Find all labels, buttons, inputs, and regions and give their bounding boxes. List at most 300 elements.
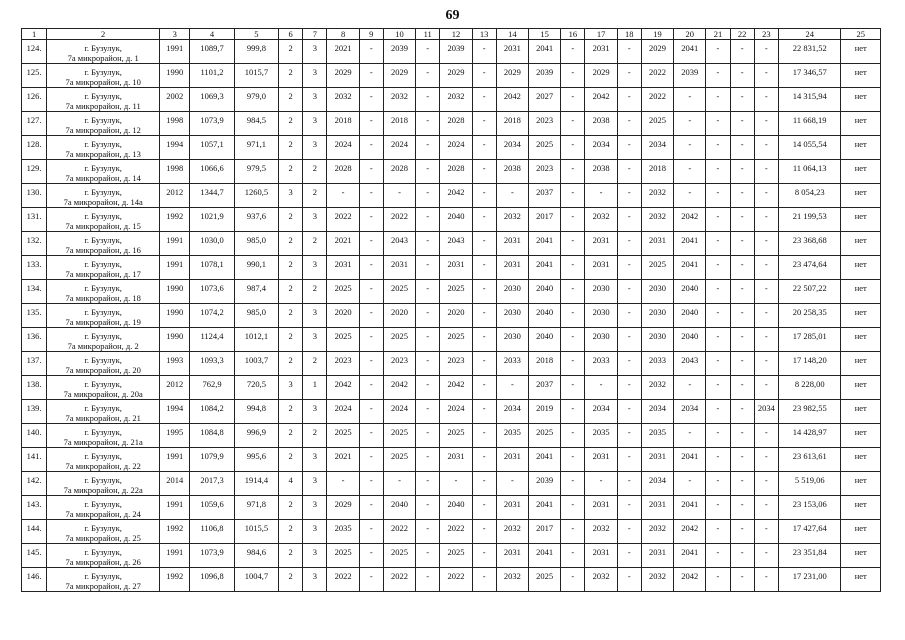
row-number: 136.	[22, 328, 47, 352]
data-cell: 2018	[641, 160, 673, 184]
data-cell: 2025	[529, 568, 561, 592]
data-cell: -	[472, 400, 496, 424]
data-cell: -	[706, 496, 730, 520]
data-cell: 2	[303, 280, 327, 304]
data-cell: 2030	[585, 328, 617, 352]
data-cell: -	[440, 472, 472, 496]
data-cell: -	[359, 160, 383, 184]
address-city: г. Бузулук,	[84, 523, 122, 533]
data-cell: -	[754, 496, 778, 520]
row-number: 139.	[22, 400, 47, 424]
data-cell: -	[706, 280, 730, 304]
data-cell: -	[730, 304, 754, 328]
data-cell: 1995	[160, 424, 190, 448]
data-cell: 1991	[160, 256, 190, 280]
data-cell: -	[754, 64, 778, 88]
data-cell: 1015,5	[234, 520, 278, 544]
data-cell: 2043	[383, 232, 415, 256]
data-cell: -	[416, 208, 440, 232]
data-cell: -	[416, 88, 440, 112]
data-cell: 1015,7	[234, 64, 278, 88]
data-cell: -	[472, 328, 496, 352]
column-header: 14	[496, 29, 528, 40]
data-cell: 2028	[327, 160, 359, 184]
data-cell: 2040	[674, 304, 706, 328]
data-cell: -	[617, 160, 641, 184]
data-cell: 2031	[585, 496, 617, 520]
data-cell: 2022	[641, 64, 673, 88]
data-cell: 2030	[641, 280, 673, 304]
data-cell: -	[754, 136, 778, 160]
data-cell: -	[416, 496, 440, 520]
data-cell: 2031	[327, 256, 359, 280]
data-cell: 2025	[440, 280, 472, 304]
data-cell: -	[730, 496, 754, 520]
data-cell: -	[617, 40, 641, 64]
data-cell: 2021	[327, 232, 359, 256]
data-cell: 2023	[529, 112, 561, 136]
data-cell: 971,8	[234, 496, 278, 520]
data-cell: -	[754, 544, 778, 568]
address-street: 7а микрорайон, д. 12	[65, 125, 141, 135]
data-cell: -	[472, 136, 496, 160]
data-cell: -	[359, 256, 383, 280]
data-cell: -	[706, 40, 730, 64]
data-cell: 2030	[585, 280, 617, 304]
row-number: 129.	[22, 160, 47, 184]
data-cell: 1073,9	[190, 544, 234, 568]
data-cell: -	[359, 112, 383, 136]
data-cell: -	[359, 304, 383, 328]
amount-cell: 17 285,01	[778, 328, 841, 352]
data-cell: -	[416, 64, 440, 88]
flag-cell: нет	[841, 208, 881, 232]
address-city: г. Бузулук,	[84, 259, 122, 269]
data-cell: 2032	[641, 520, 673, 544]
data-cell: 3	[303, 448, 327, 472]
data-cell: -	[561, 376, 585, 400]
data-cell: -	[416, 424, 440, 448]
data-cell: 2039	[383, 40, 415, 64]
data-cell: 2012	[160, 184, 190, 208]
data-cell: -	[617, 184, 641, 208]
data-cell: -	[730, 184, 754, 208]
row-number: 134.	[22, 280, 47, 304]
address-city: г. Бузулук,	[84, 67, 122, 77]
data-cell: 2034	[641, 472, 673, 496]
data-cell: -	[359, 136, 383, 160]
data-cell: -	[730, 376, 754, 400]
data-cell: 2041	[674, 496, 706, 520]
data-cell: 2025	[327, 328, 359, 352]
data-cell: 2022	[383, 520, 415, 544]
data-cell: 984,6	[234, 544, 278, 568]
table-row	[22, 352, 881, 376]
data-cell: 2041	[674, 256, 706, 280]
data-cell: 2032	[641, 184, 673, 208]
data-cell: 1003,7	[234, 352, 278, 376]
data-cell: -	[617, 520, 641, 544]
data-cell: 2031	[585, 544, 617, 568]
data-cell: -	[383, 184, 415, 208]
data-cell: 1990	[160, 64, 190, 88]
data-cell: 1069,3	[190, 88, 234, 112]
address-street: 7а микрорайон, д. 18	[65, 293, 141, 303]
data-cell: 2031	[641, 496, 673, 520]
data-cell: 2039	[440, 40, 472, 64]
table-row	[22, 40, 881, 64]
data-cell: -	[706, 472, 730, 496]
data-cell: -	[359, 328, 383, 352]
data-cell: 2040	[440, 208, 472, 232]
data-cell: -	[561, 208, 585, 232]
data-cell: -	[327, 472, 359, 496]
address-city: г. Бузулук,	[84, 211, 122, 221]
table-row	[22, 496, 881, 520]
data-cell: 2025	[383, 448, 415, 472]
data-cell: 2022	[383, 568, 415, 592]
data-cell: -	[416, 544, 440, 568]
data-cell: 2025	[440, 424, 472, 448]
data-cell: -	[561, 328, 585, 352]
data-cell: -	[730, 40, 754, 64]
amount-cell: 23 613,61	[778, 448, 841, 472]
data-cell: -	[359, 64, 383, 88]
address-city: г. Бузулук,	[84, 283, 122, 293]
data-cell: 2031	[641, 544, 673, 568]
address-cell	[47, 472, 160, 496]
data-cell: 2031	[585, 40, 617, 64]
data-cell: -	[472, 88, 496, 112]
data-cell: -	[359, 424, 383, 448]
data-cell: 3	[303, 40, 327, 64]
address-street: 7а микрорайон, д. 16	[65, 245, 141, 255]
address-cell	[47, 184, 160, 208]
data-cell: 2034	[496, 400, 528, 424]
data-cell: -	[359, 280, 383, 304]
data-cell: -	[730, 520, 754, 544]
data-cell: -	[730, 256, 754, 280]
data-cell: 2022	[327, 208, 359, 232]
data-cell: -	[359, 472, 383, 496]
data-cell: -	[754, 160, 778, 184]
data-cell: -	[754, 568, 778, 592]
table-row	[22, 136, 881, 160]
data-cell: -	[472, 568, 496, 592]
data-cell: -	[561, 496, 585, 520]
data-cell: 2	[279, 568, 303, 592]
data-cell: 2	[279, 352, 303, 376]
column-header: 12	[440, 29, 472, 40]
data-cell: 2	[303, 352, 327, 376]
address-city: г. Бузулук,	[84, 331, 122, 341]
data-cell: -	[359, 184, 383, 208]
column-header: 20	[674, 29, 706, 40]
data-cell: -	[617, 304, 641, 328]
amount-cell: 23 153,06	[778, 496, 841, 520]
data-cell: -	[383, 472, 415, 496]
data-cell: -	[754, 424, 778, 448]
data-cell: 2018	[529, 352, 561, 376]
data-cell: 3	[303, 304, 327, 328]
address-cell	[47, 64, 160, 88]
data-cell: 2021	[327, 40, 359, 64]
table-row	[22, 376, 881, 400]
data-cell: -	[472, 304, 496, 328]
data-cell: 2	[279, 328, 303, 352]
data-cell: 3	[303, 568, 327, 592]
data-cell: -	[617, 328, 641, 352]
data-cell: 2031	[585, 256, 617, 280]
data-cell: 2022	[327, 568, 359, 592]
data-cell: 2040	[383, 496, 415, 520]
address-street: 7а микрорайон, д. 27	[65, 581, 141, 591]
address-street: 7а микрорайон, д. 22	[65, 461, 141, 471]
data-cell: 3	[303, 88, 327, 112]
data-cell: 2031	[585, 448, 617, 472]
data-cell: 2024	[383, 400, 415, 424]
address-city: г. Бузулук,	[84, 43, 122, 53]
data-cell: 2030	[496, 280, 528, 304]
data-cell: -	[359, 496, 383, 520]
data-cell: 2002	[160, 88, 190, 112]
data-cell: -	[754, 304, 778, 328]
housing-register-table	[21, 28, 881, 592]
data-cell: 2028	[440, 112, 472, 136]
data-cell: -	[706, 160, 730, 184]
data-cell: 2034	[585, 136, 617, 160]
data-cell: -	[472, 448, 496, 472]
data-cell: 1073,9	[190, 112, 234, 136]
data-cell: 2031	[496, 232, 528, 256]
data-cell: 2023	[529, 160, 561, 184]
data-cell: 1004,7	[234, 568, 278, 592]
data-cell: 2017	[529, 520, 561, 544]
data-cell: -	[754, 472, 778, 496]
amount-cell: 20 258,35	[778, 304, 841, 328]
data-cell: 1021,9	[190, 208, 234, 232]
data-cell: 2	[279, 496, 303, 520]
flag-cell: нет	[841, 496, 881, 520]
data-cell: 2032	[641, 208, 673, 232]
data-cell: -	[472, 424, 496, 448]
address-street: 7а микрорайон, д. 11	[65, 101, 141, 111]
data-cell: -	[416, 184, 440, 208]
row-number: 141.	[22, 448, 47, 472]
data-cell: 1990	[160, 304, 190, 328]
column-header: 9	[359, 29, 383, 40]
flag-cell: нет	[841, 88, 881, 112]
address-city: г. Бузулук,	[84, 379, 122, 389]
data-cell: 1990	[160, 280, 190, 304]
amount-cell: 14 055,54	[778, 136, 841, 160]
data-cell: 2018	[496, 112, 528, 136]
data-cell: -	[754, 256, 778, 280]
data-cell: 2031	[496, 40, 528, 64]
address-street: 7а микрорайон, д. 19	[65, 317, 141, 327]
data-cell: 2042	[440, 376, 472, 400]
data-cell: 1991	[160, 496, 190, 520]
data-cell: 985,0	[234, 304, 278, 328]
data-cell: 2038	[585, 112, 617, 136]
data-cell: 1991	[160, 40, 190, 64]
data-cell: -	[416, 304, 440, 328]
data-cell: -	[730, 352, 754, 376]
data-cell: -	[706, 568, 730, 592]
data-cell: -	[472, 232, 496, 256]
column-header: 1	[22, 29, 47, 40]
address-cell	[47, 448, 160, 472]
data-cell: 1994	[160, 400, 190, 424]
data-cell: -	[496, 376, 528, 400]
data-cell: 4	[279, 472, 303, 496]
address-cell	[47, 280, 160, 304]
address-street: 7а микрорайон, д. 13	[65, 149, 141, 159]
data-cell: -	[561, 472, 585, 496]
data-cell: -	[359, 448, 383, 472]
address-street: 7а микрорайон, д. 22а	[63, 485, 143, 495]
data-cell: -	[617, 400, 641, 424]
data-cell: 1344,7	[190, 184, 234, 208]
data-cell: 937,6	[234, 208, 278, 232]
data-cell: -	[706, 520, 730, 544]
data-cell: 2032	[440, 88, 472, 112]
data-cell: 2031	[383, 256, 415, 280]
address-city: г. Бузулук,	[84, 235, 122, 245]
data-cell: -	[706, 304, 730, 328]
flag-cell: нет	[841, 424, 881, 448]
address-street: 7а микрорайон, д. 26	[65, 557, 141, 567]
data-cell: 2031	[496, 496, 528, 520]
table-row	[22, 424, 881, 448]
data-cell: 2032	[496, 208, 528, 232]
amount-cell: 22 507,22	[778, 280, 841, 304]
data-cell: 2041	[674, 40, 706, 64]
amount-cell: 11 668,19	[778, 112, 841, 136]
data-cell: -	[730, 112, 754, 136]
data-cell: -	[730, 472, 754, 496]
row-number: 125.	[22, 64, 47, 88]
table-row	[22, 280, 881, 304]
data-cell: -	[706, 208, 730, 232]
data-cell: 2	[279, 280, 303, 304]
flag-cell: нет	[841, 40, 881, 64]
data-cell: -	[472, 160, 496, 184]
data-cell: -	[617, 472, 641, 496]
data-cell: -	[472, 64, 496, 88]
data-cell: -	[617, 208, 641, 232]
data-cell: 3	[303, 208, 327, 232]
address-cell	[47, 88, 160, 112]
data-cell: 1991	[160, 448, 190, 472]
data-cell: 3	[279, 184, 303, 208]
address-street: 7а микрорайон, д. 17	[65, 269, 141, 279]
data-cell: 2034	[641, 136, 673, 160]
table-row	[22, 544, 881, 568]
row-number: 124.	[22, 40, 47, 64]
data-cell: 2023	[440, 352, 472, 376]
data-cell: 2041	[529, 256, 561, 280]
data-cell: 3	[303, 520, 327, 544]
data-cell: 2024	[327, 136, 359, 160]
flag-cell: нет	[841, 256, 881, 280]
address-cell	[47, 208, 160, 232]
address-city: г. Бузулук,	[84, 427, 122, 437]
data-cell: -	[730, 88, 754, 112]
flag-cell: нет	[841, 160, 881, 184]
data-cell: 1093,3	[190, 352, 234, 376]
data-cell: -	[561, 64, 585, 88]
data-cell: 2025	[641, 256, 673, 280]
data-cell: 2032	[585, 520, 617, 544]
flag-cell: нет	[841, 64, 881, 88]
data-cell: 2031	[585, 232, 617, 256]
data-cell: -	[617, 112, 641, 136]
flag-cell: нет	[841, 184, 881, 208]
amount-cell: 17 148,20	[778, 352, 841, 376]
amount-cell: 8 054,23	[778, 184, 841, 208]
data-cell: 3	[303, 328, 327, 352]
data-cell: -	[754, 520, 778, 544]
data-cell: 2032	[641, 568, 673, 592]
data-cell: -	[359, 88, 383, 112]
data-cell: 2020	[440, 304, 472, 328]
data-cell: 3	[303, 112, 327, 136]
data-cell: 2025	[641, 112, 673, 136]
amount-cell: 22 831,52	[778, 40, 841, 64]
data-cell: -	[416, 352, 440, 376]
data-cell: -	[617, 64, 641, 88]
data-cell: 2024	[383, 136, 415, 160]
amount-cell: 5 519,06	[778, 472, 841, 496]
table-row	[22, 304, 881, 328]
data-cell: 2042	[585, 88, 617, 112]
address-city: г. Бузулук,	[84, 403, 122, 413]
data-cell: 1089,7	[190, 40, 234, 64]
data-cell: -	[359, 520, 383, 544]
data-cell: -	[617, 496, 641, 520]
data-cell: -	[359, 208, 383, 232]
column-header: 18	[617, 29, 641, 40]
data-cell: 2028	[440, 160, 472, 184]
data-cell: -	[472, 256, 496, 280]
data-cell: -	[674, 160, 706, 184]
data-cell: 2020	[383, 304, 415, 328]
row-number: 146.	[22, 568, 47, 592]
data-cell: -	[472, 40, 496, 64]
data-cell: 762,9	[190, 376, 234, 400]
data-cell: -	[472, 520, 496, 544]
column-header: 16	[561, 29, 585, 40]
row-number: 132.	[22, 232, 47, 256]
data-cell: 2034	[641, 400, 673, 424]
row-number: 144.	[22, 520, 47, 544]
address-cell	[47, 136, 160, 160]
data-cell: 2040	[440, 496, 472, 520]
data-cell: -	[674, 184, 706, 208]
row-number: 138.	[22, 376, 47, 400]
table-row	[22, 256, 881, 280]
data-cell: 1012,1	[234, 328, 278, 352]
flag-cell: нет	[841, 136, 881, 160]
data-cell: 2031	[496, 256, 528, 280]
data-cell: 2042	[496, 88, 528, 112]
data-cell: -	[754, 376, 778, 400]
data-cell: -	[561, 448, 585, 472]
data-cell: 1101,2	[190, 64, 234, 88]
data-cell: 2029	[327, 496, 359, 520]
data-cell: -	[730, 400, 754, 424]
